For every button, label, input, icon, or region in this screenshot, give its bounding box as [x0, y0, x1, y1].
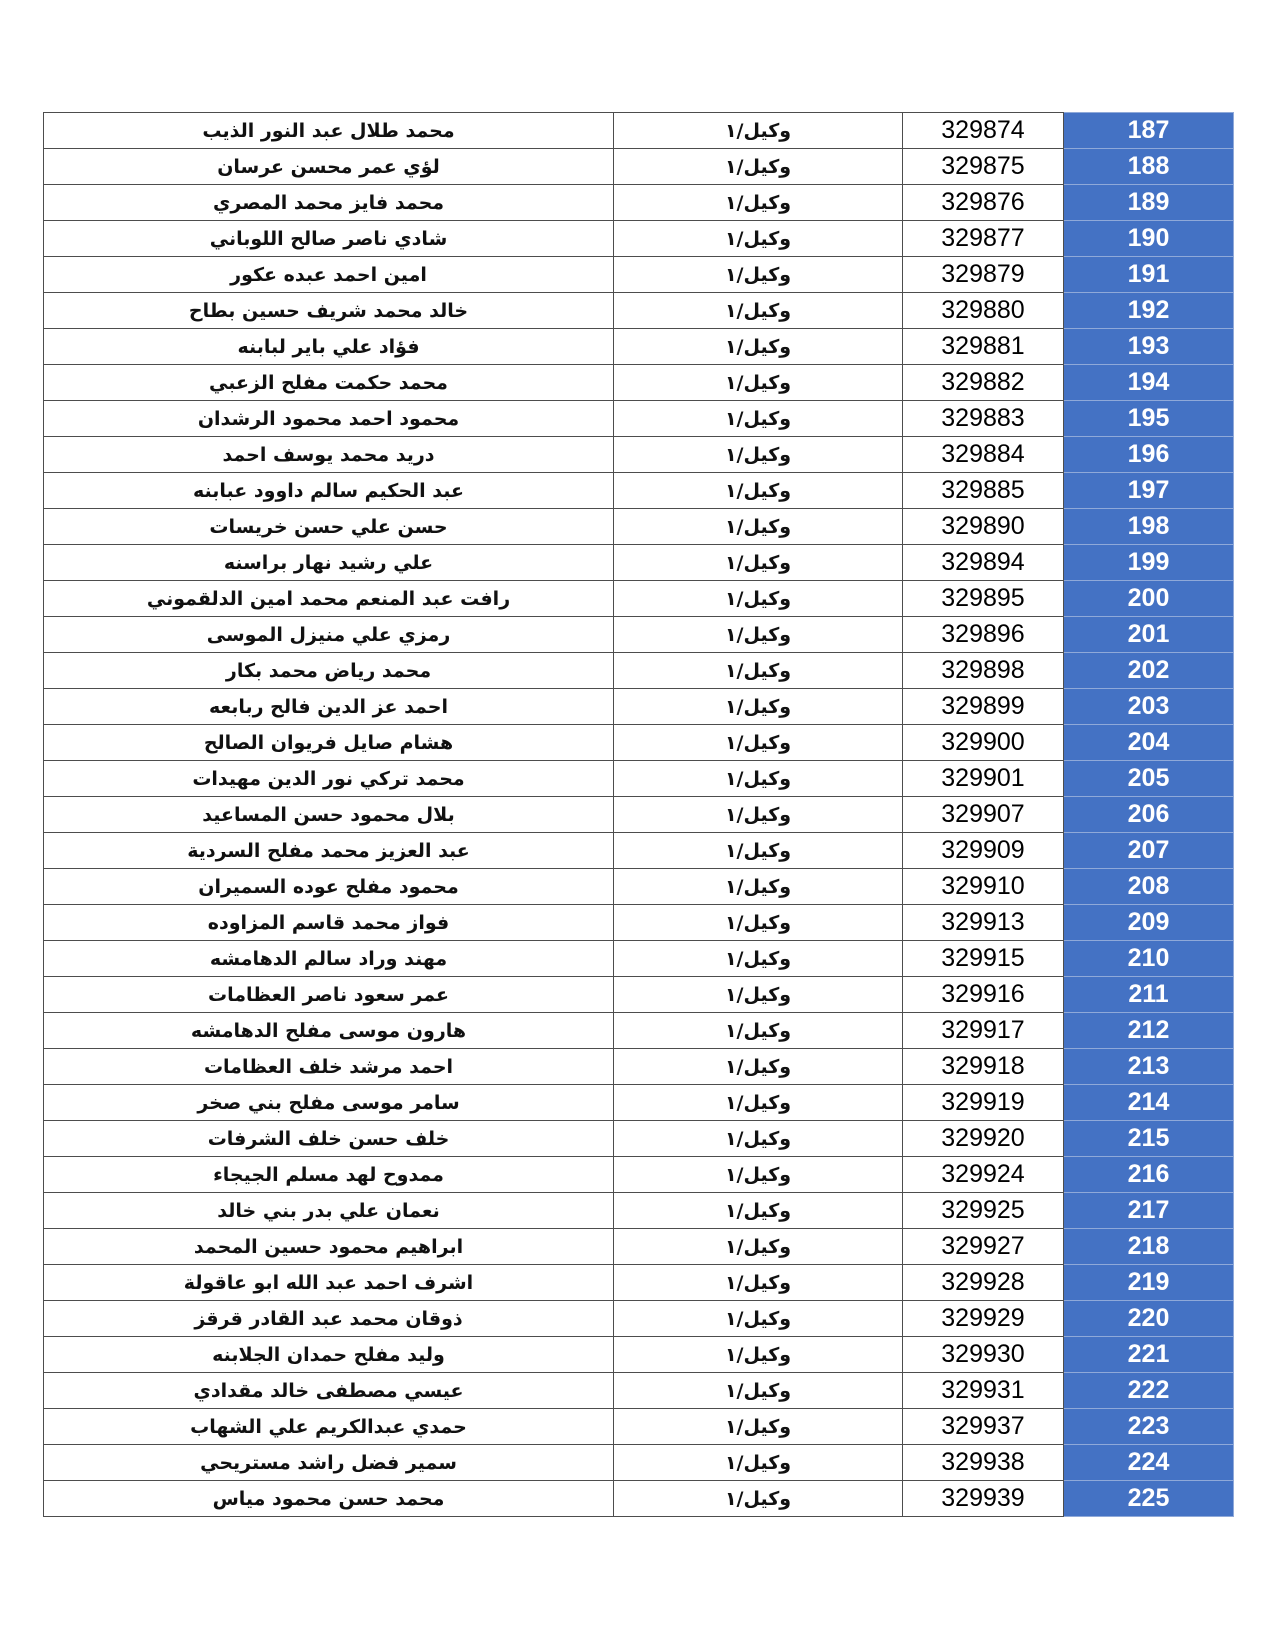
name-cell: شادي ناصر صالح اللوباني [44, 221, 614, 257]
name-cell: هشام صايل فريوان الصالح [44, 725, 614, 761]
number-cell: 329910 [903, 869, 1064, 905]
name-cell: فواز محمد قاسم المزاوده [44, 905, 614, 941]
rank-cell: وكيل/١ [614, 1085, 903, 1121]
number-cell: 329907 [903, 797, 1064, 833]
rank-cell: وكيل/١ [614, 833, 903, 869]
name-cell: محمد حكمت مفلح الزعبي [44, 365, 614, 401]
number-cell: 329900 [903, 725, 1064, 761]
name-cell: ممدوح لهد مسلم الجيجاء [44, 1157, 614, 1193]
table-row [44, 977, 1234, 1013]
index-cell: 189 [1064, 185, 1234, 221]
number-cell: 329899 [903, 689, 1064, 725]
table-row [44, 581, 1234, 617]
rank-cell: وكيل/١ [614, 905, 903, 941]
index-cell: 202 [1064, 653, 1234, 689]
table-row [44, 1301, 1234, 1337]
name-cell: خلف حسن خلف الشرفات [44, 1121, 614, 1157]
table-row [44, 221, 1234, 257]
number-cell: 329916 [903, 977, 1064, 1013]
personnel-table [43, 112, 1234, 1517]
rank-cell: وكيل/١ [614, 509, 903, 545]
table-row [44, 689, 1234, 725]
number-cell: 329913 [903, 905, 1064, 941]
index-cell: 212 [1064, 1013, 1234, 1049]
name-cell: حسن علي حسن خريسات [44, 509, 614, 545]
index-cell: 192 [1064, 293, 1234, 329]
rank-cell: وكيل/١ [614, 797, 903, 833]
index-cell: 199 [1064, 545, 1234, 581]
table-row [44, 905, 1234, 941]
table-body [44, 113, 1234, 1517]
rank-cell: وكيل/١ [614, 149, 903, 185]
name-cell: احمد مرشد خلف العظامات [44, 1049, 614, 1085]
rank-cell: وكيل/١ [614, 1409, 903, 1445]
number-cell: 329890 [903, 509, 1064, 545]
index-cell: 214 [1064, 1085, 1234, 1121]
name-cell: عبد العزيز محمد مفلح السردية [44, 833, 614, 869]
number-cell: 329928 [903, 1265, 1064, 1301]
table-row [44, 761, 1234, 797]
table-row [44, 1373, 1234, 1409]
name-cell: نعمان علي بدر بني خالد [44, 1193, 614, 1229]
name-cell: ابراهيم محمود حسين المحمد [44, 1229, 614, 1265]
name-cell: بلال محمود حسن المساعيد [44, 797, 614, 833]
number-cell: 329880 [903, 293, 1064, 329]
rank-cell: وكيل/١ [614, 1373, 903, 1409]
rank-cell: وكيل/١ [614, 1301, 903, 1337]
name-cell: محمد حسن محمود مياس [44, 1481, 614, 1517]
name-cell: عيسي مصطفى خالد مقدادي [44, 1373, 614, 1409]
table-row [44, 473, 1234, 509]
name-cell: محمد تركي نور الدين مهيدات [44, 761, 614, 797]
rank-cell: وكيل/١ [614, 1229, 903, 1265]
rank-cell: وكيل/١ [614, 221, 903, 257]
rank-cell: وكيل/١ [614, 545, 903, 581]
rank-cell: وكيل/١ [614, 185, 903, 221]
name-cell: اشرف احمد عبد الله ابو عاقولة [44, 1265, 614, 1301]
number-cell: 329876 [903, 185, 1064, 221]
number-cell: 329894 [903, 545, 1064, 581]
table-row [44, 113, 1234, 149]
table-row [44, 1193, 1234, 1229]
number-cell: 329898 [903, 653, 1064, 689]
index-cell: 197 [1064, 473, 1234, 509]
index-cell: 207 [1064, 833, 1234, 869]
rank-cell: وكيل/١ [614, 113, 903, 149]
table-row [44, 869, 1234, 905]
index-cell: 204 [1064, 725, 1234, 761]
rank-cell: وكيل/١ [614, 293, 903, 329]
table-row [44, 1481, 1234, 1517]
index-cell: 195 [1064, 401, 1234, 437]
name-cell: هارون موسى مفلح الدهامشه [44, 1013, 614, 1049]
table-row [44, 437, 1234, 473]
number-cell: 329882 [903, 365, 1064, 401]
number-cell: 329919 [903, 1085, 1064, 1121]
table-row [44, 1337, 1234, 1373]
number-cell: 329881 [903, 329, 1064, 365]
index-cell: 209 [1064, 905, 1234, 941]
rank-cell: وكيل/١ [614, 977, 903, 1013]
index-cell: 193 [1064, 329, 1234, 365]
number-cell: 329927 [903, 1229, 1064, 1265]
name-cell: لؤي عمر محسن عرسان [44, 149, 614, 185]
number-cell: 329874 [903, 113, 1064, 149]
number-cell: 329924 [903, 1157, 1064, 1193]
rank-cell: وكيل/١ [614, 869, 903, 905]
index-cell: 221 [1064, 1337, 1234, 1373]
index-cell: 203 [1064, 689, 1234, 725]
table-row [44, 797, 1234, 833]
rank-cell: وكيل/١ [614, 365, 903, 401]
name-cell: فؤاد علي باير لبابنه [44, 329, 614, 365]
number-cell: 329937 [903, 1409, 1064, 1445]
number-cell: 329895 [903, 581, 1064, 617]
name-cell: دريد محمد يوسف احمد [44, 437, 614, 473]
rank-cell: وكيل/١ [614, 1013, 903, 1049]
index-cell: 210 [1064, 941, 1234, 977]
name-cell: ذوقان محمد عبد القادر قرقز [44, 1301, 614, 1337]
name-cell: وليد مفلح حمدان الجلابنه [44, 1337, 614, 1373]
table-row [44, 653, 1234, 689]
table-row [44, 941, 1234, 977]
table-row [44, 1445, 1234, 1481]
table-row [44, 293, 1234, 329]
rank-cell: وكيل/١ [614, 1337, 903, 1373]
table-row [44, 365, 1234, 401]
name-cell: سمير فضل راشد مستريحي [44, 1445, 614, 1481]
table-row [44, 257, 1234, 293]
table-row [44, 725, 1234, 761]
name-cell: محمود احمد محمود الرشدان [44, 401, 614, 437]
number-cell: 329925 [903, 1193, 1064, 1229]
number-cell: 329885 [903, 473, 1064, 509]
rank-cell: وكيل/١ [614, 617, 903, 653]
number-cell: 329917 [903, 1013, 1064, 1049]
name-cell: عمر سعود ناصر العظامات [44, 977, 614, 1013]
index-cell: 206 [1064, 797, 1234, 833]
table-row [44, 1121, 1234, 1157]
index-cell: 198 [1064, 509, 1234, 545]
number-cell: 329915 [903, 941, 1064, 977]
name-cell: سامر موسى مفلح بني صخر [44, 1085, 614, 1121]
table-row [44, 149, 1234, 185]
name-cell: محمد طلال عبد النور الذيب [44, 113, 614, 149]
rank-cell: وكيل/١ [614, 1193, 903, 1229]
table-row [44, 185, 1234, 221]
number-cell: 329909 [903, 833, 1064, 869]
rank-cell: وكيل/١ [614, 1121, 903, 1157]
number-cell: 329929 [903, 1301, 1064, 1337]
number-cell: 329883 [903, 401, 1064, 437]
index-cell: 222 [1064, 1373, 1234, 1409]
table-row [44, 545, 1234, 581]
name-cell: احمد عز الدين فالح ربابعه [44, 689, 614, 725]
number-cell: 329884 [903, 437, 1064, 473]
table-row [44, 1409, 1234, 1445]
rank-cell: وكيل/١ [614, 1481, 903, 1517]
rank-cell: وكيل/١ [614, 401, 903, 437]
name-cell: محمد فايز محمد المصري [44, 185, 614, 221]
number-cell: 329938 [903, 1445, 1064, 1481]
rank-cell: وكيل/١ [614, 761, 903, 797]
index-cell: 219 [1064, 1265, 1234, 1301]
table-row [44, 1085, 1234, 1121]
name-cell: محمد رياض محمد بكار [44, 653, 614, 689]
name-cell: امين احمد عبده عكور [44, 257, 614, 293]
number-cell: 329931 [903, 1373, 1064, 1409]
name-cell: علي رشيد نهار براسنه [44, 545, 614, 581]
table-row [44, 1049, 1234, 1085]
index-cell: 187 [1064, 113, 1234, 149]
index-cell: 223 [1064, 1409, 1234, 1445]
index-cell: 194 [1064, 365, 1234, 401]
rank-cell: وكيل/١ [614, 1445, 903, 1481]
index-cell: 217 [1064, 1193, 1234, 1229]
number-cell: 329939 [903, 1481, 1064, 1517]
index-cell: 224 [1064, 1445, 1234, 1481]
rank-cell: وكيل/١ [614, 473, 903, 509]
table-row [44, 401, 1234, 437]
rank-cell: وكيل/١ [614, 257, 903, 293]
index-cell: 201 [1064, 617, 1234, 653]
number-cell: 329901 [903, 761, 1064, 797]
number-cell: 329920 [903, 1121, 1064, 1157]
table-row [44, 329, 1234, 365]
index-cell: 216 [1064, 1157, 1234, 1193]
name-cell: رافت عبد المنعم محمد امين الدلقموني [44, 581, 614, 617]
name-cell: خالد محمد شريف حسين بطاح [44, 293, 614, 329]
index-cell: 225 [1064, 1481, 1234, 1517]
name-cell: عبد الحكيم سالم داوود عبابنه [44, 473, 614, 509]
rank-cell: وكيل/١ [614, 689, 903, 725]
index-cell: 208 [1064, 869, 1234, 905]
index-cell: 200 [1064, 581, 1234, 617]
rank-cell: وكيل/١ [614, 1049, 903, 1085]
index-cell: 220 [1064, 1301, 1234, 1337]
rank-cell: وكيل/١ [614, 581, 903, 617]
index-cell: 218 [1064, 1229, 1234, 1265]
table-row [44, 509, 1234, 545]
index-cell: 188 [1064, 149, 1234, 185]
table-row [44, 617, 1234, 653]
name-cell: مهند وراد سالم الدهامشه [44, 941, 614, 977]
number-cell: 329918 [903, 1049, 1064, 1085]
index-cell: 215 [1064, 1121, 1234, 1157]
name-cell: حمدي عبدالكريم علي الشهاب [44, 1409, 614, 1445]
index-cell: 211 [1064, 977, 1234, 1013]
rank-cell: وكيل/١ [614, 653, 903, 689]
index-cell: 205 [1064, 761, 1234, 797]
index-cell: 191 [1064, 257, 1234, 293]
index-cell: 196 [1064, 437, 1234, 473]
table-row [44, 1229, 1234, 1265]
rank-cell: وكيل/١ [614, 437, 903, 473]
number-cell: 329879 [903, 257, 1064, 293]
number-cell: 329875 [903, 149, 1064, 185]
rank-cell: وكيل/١ [614, 1265, 903, 1301]
name-cell: محمود مفلح عوده السميران [44, 869, 614, 905]
number-cell: 329896 [903, 617, 1064, 653]
index-cell: 213 [1064, 1049, 1234, 1085]
rank-cell: وكيل/١ [614, 1157, 903, 1193]
table-row [44, 1265, 1234, 1301]
rank-cell: وكيل/١ [614, 725, 903, 761]
number-cell: 329930 [903, 1337, 1064, 1373]
number-cell: 329877 [903, 221, 1064, 257]
table-row [44, 1013, 1234, 1049]
index-cell: 190 [1064, 221, 1234, 257]
rank-cell: وكيل/١ [614, 941, 903, 977]
table-row [44, 833, 1234, 869]
name-cell: رمزي علي منيزل الموسى [44, 617, 614, 653]
table-row [44, 1157, 1234, 1193]
rank-cell: وكيل/١ [614, 329, 903, 365]
